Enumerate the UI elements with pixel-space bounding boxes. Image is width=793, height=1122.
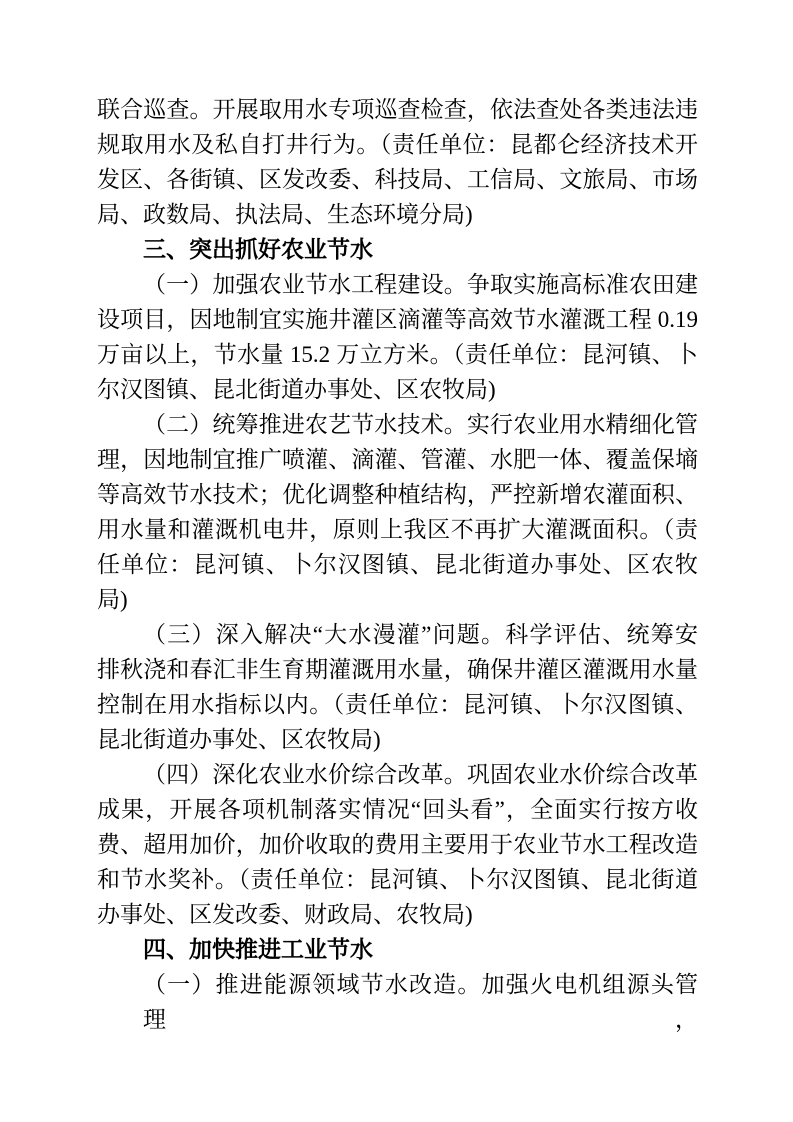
text-line: （四）深化农业水价综合改革。巩固农业水价综合改革 [143,762,698,787]
text-line: 控制在用水指标以内。（责任单位：昆河镇、卜尔汉图镇、 [97,692,698,717]
section-heading: 四、加快推进工业节水 [143,937,373,962]
text-line: （一）加强农业节水工程建设。争取实施高标准农田建 [143,272,698,297]
text-line: 费、超用加价，加价收取的费用主要用于农业节水工程改造 [97,832,698,857]
text-line: 任单位：昆河镇、卜尔汉图镇、昆北街道办事处、区农牧 [97,552,698,577]
text-line: 联合巡查。开展取用水专项巡查检查，依法查处各类违法违 [97,97,698,122]
text-line: 尔汉图镇、昆北街道办事处、区农牧局) [97,377,496,402]
text-line: （二）统筹推进农艺节水技术。实行农业用水精细化管 [143,412,698,437]
text-line: （三）深入解决“大水漫灌”问题。科学评估、统筹安 [143,622,698,647]
text-line: 理，因地制宜推广喷灌、滴灌、管灌、水肥一体、覆盖保墒 [97,447,698,472]
text-line: 局、政数局、执法局、生态环境分局) [97,202,473,227]
text-line: 规取用水及私自打井行为。（责任单位：昆都仑经济技术开 [97,132,698,157]
text-line: （一）推进能源领域节水改造。加强火电机组源头管理， [143,972,698,1032]
text-line: 用水量和灌溉机电井，原则上我区不再扩大灌溉面积。（责 [97,517,698,542]
text-line: 等高效节水技术；优化调整种植结构，严控新增农灌面积、 [97,482,698,507]
text-line: 发区、各街镇、区发改委、科技局、工信局、文旅局、市场 [97,167,698,192]
text-line: 和节水奖补。（责任单位：昆河镇、卜尔汉图镇、昆北街道 [97,867,698,892]
text-line: 局) [97,587,128,612]
text-line: 排秋浇和春汇非生育期灌溉用水量，确保井灌区灌溉用水量 [97,657,698,682]
text-line: 设项目，因地制宜实施井灌区滴灌等高效节水灌溉工程 0.19 [97,307,698,332]
document-content [97,92,698,1032]
text-line: 成果，开展各项机制落实情况“回头看”，全面实行按方收 [97,797,698,822]
text-line: 办事处、区发改委、财政局、农牧局) [97,902,473,927]
section-heading: 三、突出抓好农业节水 [143,237,373,262]
text-line: 昆北街道办事处、区农牧局) [97,727,381,752]
text-line: 万亩以上，节水量 15.2 万立方米。（责任单位：昆河镇、卜 [97,342,698,367]
